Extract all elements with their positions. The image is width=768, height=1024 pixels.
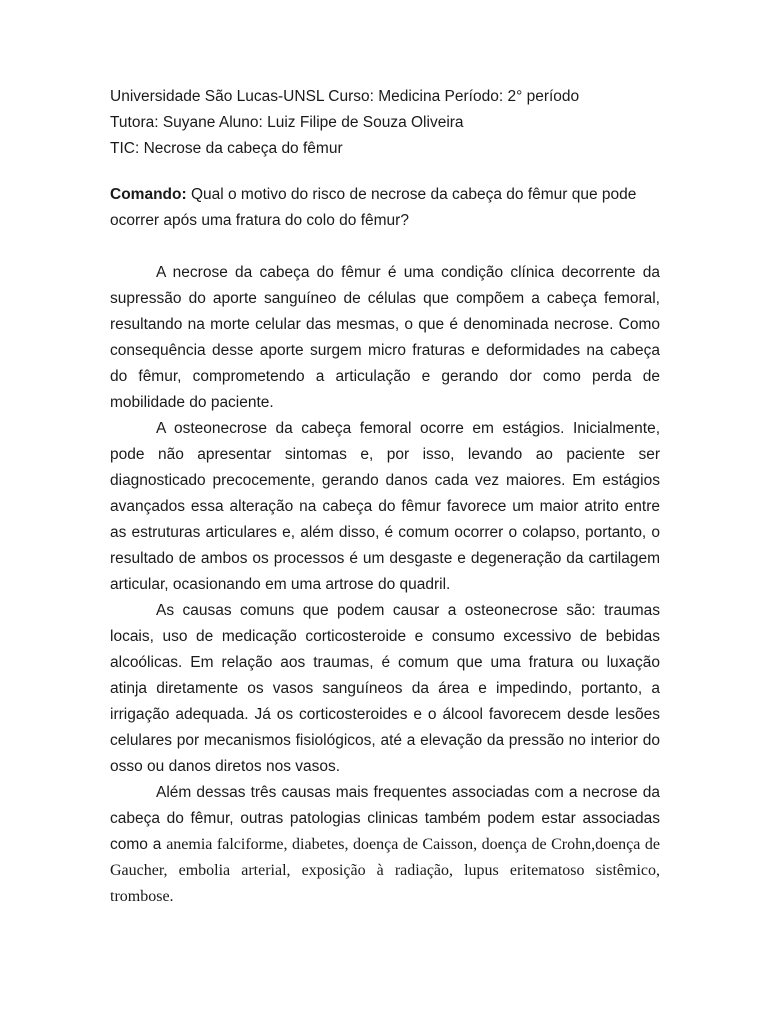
header-tutor-line: Tutora: Suyane Aluno: Luiz Filipe de Souza Oliveira <box>110 114 464 131</box>
command-paragraph <box>110 182 660 234</box>
header-topic-line: TIC: Necrose da cabeça do fêmur <box>110 140 343 157</box>
pathologies-list: anemia falciforme, diabetes, doença de Caisson, doença de Crohn,doença de Gaucher, embolia arterial, exposição à radiação, lupus eritematoso sistêmico, trombose. <box>110 836 660 905</box>
pathologies-intro: Além dessas três causas mais frequentes associadas com a necrose da cabeça do fêmur, outras patologias clinicas também podem estar associadas como a <box>110 784 660 853</box>
paragraph-common-causes: As causas comuns que podem causar a osteonecrose são: traumas locais, uso de medicação corticosteroide e consumo excessivo de bebidas alcoólicas. Em relação aos traumas, é comum que uma fratura ou luxação atinja diretamente os vasos sanguíneos da área e impedindo, portanto, a irrigação adequada. Já os corticosteroides e o álcool favorecem desde lesões celulares por mecanismos fisiológicos, até a elevação da pressão no interior do osso ou danos diretos nos vasos. <box>110 602 660 775</box>
command-label: Comando: <box>110 186 187 203</box>
document-page <box>110 84 660 910</box>
header-institution-line: Universidade São Lucas-UNSL Curso: Medicina Período: 2° período <box>110 88 580 105</box>
body-text <box>110 260 660 910</box>
paragraph-necrosis-definition: A necrose da cabeça do fêmur é uma condição clínica decorrente da supressão do aporte sanguíneo de células que compõem a cabeça femoral, resultando na morte celular das mesmas, o que é denominada necrose. Como consequência desse aporte surgem micro fraturas e deformidades na cabeça do fêmur, comprometendo a articulação e gerando dor como perda de mobilidade do paciente. <box>110 264 660 411</box>
paragraph-associated-pathologies <box>110 780 660 910</box>
paragraph-osteonecrosis-stages: A osteonecrose da cabeça femoral ocorre em estágios. Inicialmente, pode não apresentar sintomas e, por isso, levando ao paciente ser diagnosticado precocemente, gerando danos cada vez maiores. Em estágios avançados essa alteração na cabeça do fêmur favorece um maior atrito entre as estruturas articulares e, além disso, é comum ocorrer o colapso, portanto, o resultado de ambos os processos é um desgaste e degeneração da cartilagem articular, ocasionando em uma artrose do quadril. <box>110 420 660 593</box>
command-question: Qual o motivo do risco de necrose da cabeça do fêmur que pode ocorrer após uma fratura do colo do fêmur? <box>110 186 637 229</box>
